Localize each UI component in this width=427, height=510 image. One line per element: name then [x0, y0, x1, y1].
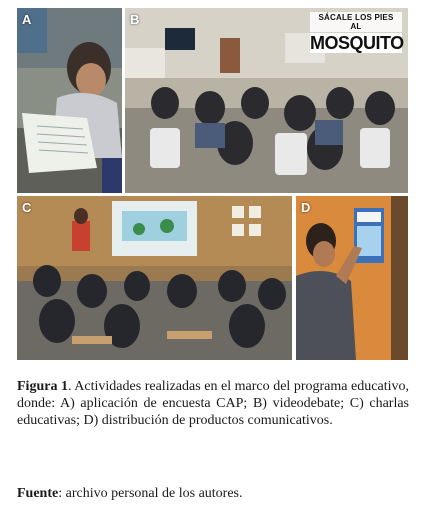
source-label: Fuente — [17, 486, 59, 501]
panel-label-d: D — [301, 200, 311, 215]
logo-title: MOSQUITO — [310, 33, 404, 53]
photo-a-survey — [17, 8, 122, 193]
figure-caption — [17, 378, 409, 429]
photo-a-image — [17, 8, 122, 193]
photo-d-distribution — [296, 196, 408, 360]
panel-label-c: C — [22, 200, 32, 215]
photo-d-image — [296, 196, 408, 360]
photo-c-image — [17, 196, 292, 360]
photo-c-talk — [17, 196, 292, 360]
panel-label-b: B — [130, 12, 140, 27]
source-text: : archivo personal de los autores. — [58, 486, 243, 501]
caption-label: Figura 1 — [17, 379, 68, 394]
campaign-logo — [310, 12, 402, 58]
panel-label-a: A — [22, 12, 32, 27]
caption-text: . Actividades realizadas en el marco del programa educativo, donde: A) aplicación de encuesta CAP; B) videodebate; C) charlas educativas; D) distribución de productos comunicativos. — [17, 379, 409, 428]
figure-source — [17, 485, 409, 502]
logo-tagline: SÁCALE LOS PIES AL — [310, 12, 402, 32]
photo-b-videodebate — [125, 8, 408, 193]
